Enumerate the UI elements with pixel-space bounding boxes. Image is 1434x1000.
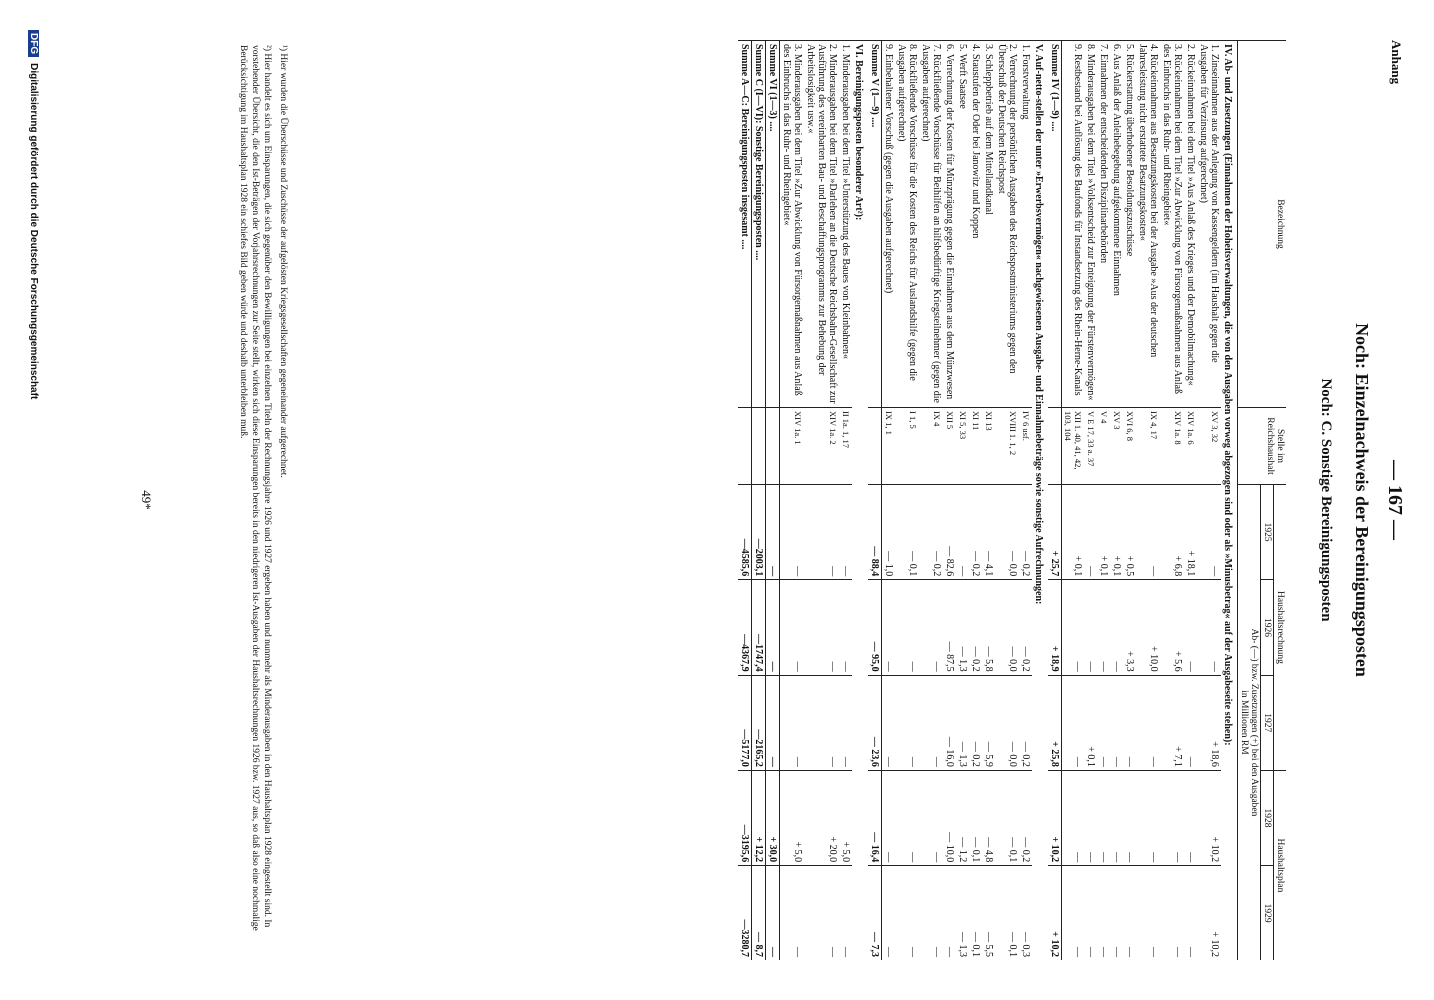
row-value: + 10,2 [1048,866,1062,960]
row-value: — [1062,770,1085,865]
row-value: — [1062,675,1085,770]
row-stelle: IV 6 usf. [1019,408,1032,485]
row-stelle: XII 1. 40, 41, 42, 103, 104 [1062,408,1085,485]
table-row [1160,41,1184,961]
sum-row [752,41,766,961]
row-value: — [766,866,780,960]
row-value: — 0,1 [969,866,982,960]
row-value: + 20,0 [804,770,839,865]
row-value: — [1197,485,1221,580]
row-value: — 0,2 [969,675,982,770]
row-stelle: XVI 6, 8 [1123,408,1136,485]
row-value: — 4,1 [982,485,995,580]
row-value: — 16,4 [868,770,882,865]
row-value: — [1084,580,1097,675]
row-value: + 25,7 [1048,485,1062,580]
section-heading: IV. Ab- und Zusetzungen (Einnahmen der Hoheitsverwaltungen, die von den Ausgaben vorweg abgezogen sind oder als »Minusbetrag« auf der Ausgabeseite stehen): [1221,41,1238,961]
row-value: — 1,3 [956,580,969,675]
row-value: — 0,2 [969,580,982,675]
row-value: — [1160,770,1184,865]
row-value: + 5,0 [780,770,805,865]
col-stelle: Stelle im Reichshaushalt [1238,408,1287,485]
row-stelle: XII 5 [943,408,956,485]
row-stelle: XV 3 [1110,408,1123,485]
row-value: — [956,485,969,580]
row-label: 6. Aus Anlaß der Anleihebegebung aufgekommene Einnahmen [1110,41,1123,408]
row-stelle: XI 11 [969,408,982,485]
row-value: + 10,2 [1197,866,1221,960]
row-label: 3. Rückeinnahmen bei dem Titel »Zur Abwicklung von Fürsorgemaßnahmen aus Anlaß des Einbruchs in das Ruhr- und Rheingebiet« [1160,41,1184,408]
row-value: — [1084,485,1097,580]
row-value: + 3,3 [1123,580,1136,675]
row-label: 6. Verrechnung der Kosten für Münzprägung gegen die Einnahmen aus dem Münzwesen [943,41,956,408]
table-row [919,41,943,961]
row-value: + 10,0 [1136,580,1160,675]
page-bottom-number: 49* [139,490,154,510]
row-stelle: II 1a. 1, 17 [839,408,852,485]
row-value: — [882,770,896,865]
dfg-logo: DFG [28,30,39,57]
row-stelle [738,408,752,485]
table-row [995,41,1019,961]
row-value: — [1123,866,1136,960]
table-row [943,41,956,961]
row-value: + 0,1 [1084,675,1097,770]
table-row [839,41,852,961]
row-stelle: XVIII 1. 1, 2 [995,408,1019,485]
table-row [1136,41,1160,961]
row-label: 2. Rückeinnahmen bei dem Titel »Aus Anlaß des Krieges und der Demobilmachung« [1184,41,1197,408]
row-stelle: XI 13 [982,408,995,485]
row-label: 4. Staustufen der Oder bei Janowitz und Koppen [969,41,982,408]
row-value: — [1123,770,1136,865]
row-value: + 10,2 [1048,770,1062,865]
row-value: — 0,0 [995,485,1019,580]
row-value: —5177,0 [738,675,752,770]
page-subtitle: Noch: C. Sonstige Bereinigungsposten [1318,378,1334,622]
row-value: — [766,675,780,770]
row-label: Summe V (1—9) .... [868,41,882,408]
page-title: Noch: Einzelnachweis der Bereinigungsposten [1352,323,1372,677]
row-value: —4585,6 [738,485,752,580]
row-stelle: XIV 1a. 2 [804,408,839,485]
row-value: — [780,485,805,580]
sum-row [868,41,882,961]
table-row [882,41,896,961]
row-value: — [1062,580,1085,675]
row-label: 1. Zinseinnahmen aus der Anlegung von Kassengeldern (im Haushalt gegen die Ausgaben für Verzinsung aufgerechnet) [1197,41,1221,408]
row-value: — 7,3 [868,866,882,960]
sum-row [738,41,752,961]
row-value: — [1136,675,1160,770]
row-value: — [1097,580,1110,675]
table-row [956,41,969,961]
row-value: — 1,3 [956,675,969,770]
row-stelle: V E 17, 33 a. 37 [1084,408,1097,485]
row-value: — 0,2 [969,485,982,580]
table-row [1184,41,1197,961]
row-label: 3. Minderausgaben bei dem Titel »Zur Abwicklung von Fürsorgemaßnahmen aus Anlaß des Einbruchs in das Ruhr- und Rheingebiet« [780,41,805,408]
row-value: — 0,1 [969,770,982,865]
row-stelle: IX 1, 1 [882,408,896,485]
row-value: — [839,580,852,675]
row-value: — [1184,675,1197,770]
row-value: — [895,866,919,960]
row-value: — 10,0 [943,770,956,865]
row-value: + 0,1 [1097,485,1110,580]
row-label: 1. Minderausgaben bei dem Titel »Unterstützung des Baues von Kleinbahnen« [839,41,852,408]
row-value: — [882,866,896,960]
row-value: — [1097,770,1110,865]
row-value: —4367,9 [738,580,752,675]
row-value: — [1110,770,1123,865]
row-stelle [1048,408,1062,485]
row-value: — 0,0 [995,675,1019,770]
row-value: — [780,580,805,675]
row-value: — [1110,675,1123,770]
table-row [895,41,919,961]
row-stelle: V 4 [1097,408,1110,485]
row-value: — 23,6 [868,675,882,770]
row-value: — 0,1 [895,485,919,580]
footnote: ²) Hier handelt es sich um Einsparungen, die sich gegenüber den Bewilligungen bei einzelnen Titeln der Rechnungsjahre 1926 und 1927 ergeben haben und nunmehr als Minderausgaben in den Haushaltsplan 1928 eingestellt sind. In vorstehender Übersicht, die den Ist-Beträgen der Vorjahrsrechnungen zur Seite stellt, wirken sich diese Einsparungen bereits in den niedrigeren Ist-Ausgaben der Haushaltsrechnungen 1926 bzw. 1927 aus, so daß also eine nochmalige Berücksichtigung im Haushaltsplan 1928 ein schiefes Bild geben würde und deshalb unterbleiben muß. [238,45,272,931]
row-value: — 5,8 [982,580,995,675]
row-value: — 0,2 [1019,580,1032,675]
col-1925: 1925 [1261,485,1274,580]
row-value: — [882,675,896,770]
row-stelle: I 1, 5 [895,408,919,485]
row-value: + 30,0 [766,770,780,865]
row-value: — 1,0 [882,485,896,580]
row-value: — [919,770,943,865]
row-value: — [1197,580,1221,675]
row-value: —2165,2 [752,675,766,770]
table-row [1084,41,1097,961]
table-row [1097,41,1110,961]
row-value: — [804,485,839,580]
sum-row [766,41,780,961]
row-value: + 18,6 [1197,675,1221,770]
row-value: + 0,5 [1123,485,1136,580]
row-value: — [1084,866,1097,960]
footnote: ¹) Hier wurden die Überschüsse und Zuschüsse der aufgelösten Kriegsgesellschaften gegeneinander aufgerechnet. [278,45,288,478]
row-value: — [1062,866,1085,960]
row-stelle [868,408,882,485]
row-value: — 88,4 [868,485,882,580]
row-label: Summe IV (1—9) .... [1048,41,1062,408]
row-value: — [839,675,852,770]
col-1929: 1929 [1261,866,1274,960]
row-value: + 6,8 [1160,485,1184,580]
row-value: — [1160,866,1184,960]
row-value: — 8,7 [752,866,766,960]
row-label: 2. Verrechnung der persönlichen Ausgaben des Reichspostministeriums gegen den Überschuß der Deutschen Reichspost [995,41,1019,408]
row-stelle: XIV 1a. 8 [1160,408,1184,485]
row-value: + 0,1 [1110,485,1123,580]
row-value: — [1184,770,1197,865]
row-value: — 0,2 [1019,770,1032,865]
col-1927: 1927 [1261,675,1274,770]
table-row [1110,41,1123,961]
row-label: Summe VI (1—3) .... [766,41,780,408]
row-value: — [1184,866,1197,960]
table-row [780,41,805,961]
row-value: — [1136,866,1160,960]
row-value: — [804,866,839,960]
row-value: — 95,0 [868,580,882,675]
row-label: 3. Schleppbetrieb auf dem Mittellandkanal [982,41,995,408]
row-value: + 12,2 [752,770,766,865]
row-value: — [1184,580,1197,675]
row-stelle: XV 3, 32 [1197,408,1221,485]
row-value: — [943,866,956,960]
row-label: Summe C (I—VI): Sonstige Bereinigungsposten .... [752,41,766,408]
row-value: — [1123,675,1136,770]
row-value: — [919,675,943,770]
row-value: — [780,866,805,960]
row-value: + 25,8 [1048,675,1062,770]
row-value: — [882,580,896,675]
row-value: — [1097,675,1110,770]
row-value: + 18,1 [1184,485,1197,580]
row-value: — 16,0 [943,675,956,770]
table-row [804,41,839,961]
sum-row [1048,41,1062,961]
row-label: 7. Rückfließende Vorschüsse für Beihilfen an hilfsbedürftige Kriegsteilnehmer (gegen die Ausgaben aufgerechnet) [919,41,943,408]
table-row [969,41,982,961]
table-row [982,41,995,961]
row-value: — [766,485,780,580]
section-heading: V. Auf-netto-stellen der unter »Erwerbsvermögen« nachgewiesenen Ausgabe- und Einnahmebeträge sowie sonstige Aufrechnungen: [1032,41,1048,961]
col-1928: 1928 [1261,770,1274,865]
row-stelle [766,408,780,485]
row-stelle: IX 4 [919,408,943,485]
row-stelle [752,408,766,485]
section-header: Anhang [1389,40,1404,85]
row-label: 7. Einnahmen der entscheidenden Disziplinarbehörden [1097,41,1110,408]
row-value: — 0,2 [1019,485,1032,580]
row-value: — [780,675,805,770]
row-value: —3280,7 [738,866,752,960]
row-value: —2003,1 [752,485,766,580]
adjustments-table [738,40,1286,960]
row-value: + 18,9 [1048,580,1062,675]
col-plan: Haushaltsplan [1274,770,1287,960]
row-value: — 0,1 [995,770,1019,865]
row-label: 9. Einbehaltener Vorschuß (gegen die Ausgaben aufgerechnet) [882,41,896,408]
row-value: — 1,2 [956,770,969,865]
row-value: — 0,0 [995,580,1019,675]
row-value: — [919,866,943,960]
digitization-note: DFGDigitalisierung gefördert durch die Deutsche Forschungsgemeinschaft [28,30,39,399]
col-bezeichnung: Bezeichnung [1238,41,1287,408]
row-value: — [895,770,919,865]
footnotes [233,45,289,955]
row-value: + 10,2 [1197,770,1221,865]
table-row [1062,41,1085,961]
row-value: — 4,8 [982,770,995,865]
row-value: — 5,5 [982,866,995,960]
row-value: + 7,1 [1160,675,1184,770]
row-stelle: IX 4, 17 [1136,408,1160,485]
row-stelle: XIV 1a. 1 [780,408,805,485]
row-label: 1. Forstverwaltung [1019,41,1032,408]
row-value: — [839,866,852,960]
row-value: — 0,1 [995,866,1019,960]
row-label: 8. Minderausgaben bei dem Titel »Volksentscheid zur Enteignung der Fürstenvermögen« [1084,41,1097,408]
row-value: — 0,3 [1019,866,1032,960]
col-caption: Ab- (—) bzw. Zusetzungen (+) bei den Ausgaben in Millionen RM [1238,485,1261,961]
row-stelle: XI 5, 33 [956,408,969,485]
row-value: — [919,580,943,675]
row-value: + 0,1 [1062,485,1085,580]
row-value: — [1097,866,1110,960]
row-value: + 5,6 [1160,580,1184,675]
row-label: 2. Minderausgaben bei dem Titel »Darlehen an die Deutsche Reichsbahn-Gesellschaft zur Ausführung des vereinbarten Bau- und Beschaffungsprogramms zur Behebung der Arbeitslosigkeit usw.« [804,41,839,408]
row-value: — [1110,866,1123,960]
row-value: — [1110,580,1123,675]
row-value: — 5,9 [982,675,995,770]
table-row [1123,41,1136,961]
page-number: — 167 — [1384,460,1406,540]
row-label: 9. Restbestand bei Auflösung des Baufonds für Instandsetzung des Rhein-Herne-Kanals [1062,41,1085,408]
row-value: + 5,0 [839,770,852,865]
row-value: — 1,3 [956,866,969,960]
row-value: — [895,580,919,675]
row-label: 5. Werft Saatsee [956,41,969,408]
section-heading: VI. Bereinigungsposten besonderer Art²): [852,41,868,961]
table-row [1019,41,1032,961]
row-value: — [1136,770,1160,865]
row-label: 5. Rückerstattung überhobener Besoldungszuschüsse [1123,41,1136,408]
row-value: —3195,6 [738,770,752,865]
row-label: 8. Rückfließende Vorschüsse für die Kosten des Reichs für Auslandshilfe (gegen die Ausgaben aufgerechnet) [895,41,919,408]
row-label: 4. Rückeinnahmen aus Besatzungskosten bei der Ausgabe »Aus der deutschen Jahresleistung nicht erstattete Besatzungskosten« [1136,41,1160,408]
col-1926: 1926 [1261,580,1274,675]
col-rechnung: Haushaltsrechnung [1274,485,1287,771]
row-value: — 0,2 [1019,675,1032,770]
row-value: — [804,580,839,675]
row-value: — [1084,770,1097,865]
row-value: — [895,675,919,770]
table-row [1197,41,1221,961]
row-value: —1747,4 [752,580,766,675]
row-value: — 0,2 [919,485,943,580]
row-value: — [839,485,852,580]
unit-label: in Millionen RM [1239,690,1249,755]
row-value: — 82,6 [943,485,956,580]
row-value: — [804,675,839,770]
row-value: — [1136,485,1160,580]
row-label: Summe A—C: Bereinigungsposten insgesamt .... [738,41,752,408]
row-value: — [766,580,780,675]
row-value: — 87,5 [943,580,956,675]
row-stelle: XIV 1a. 6 [1184,408,1197,485]
